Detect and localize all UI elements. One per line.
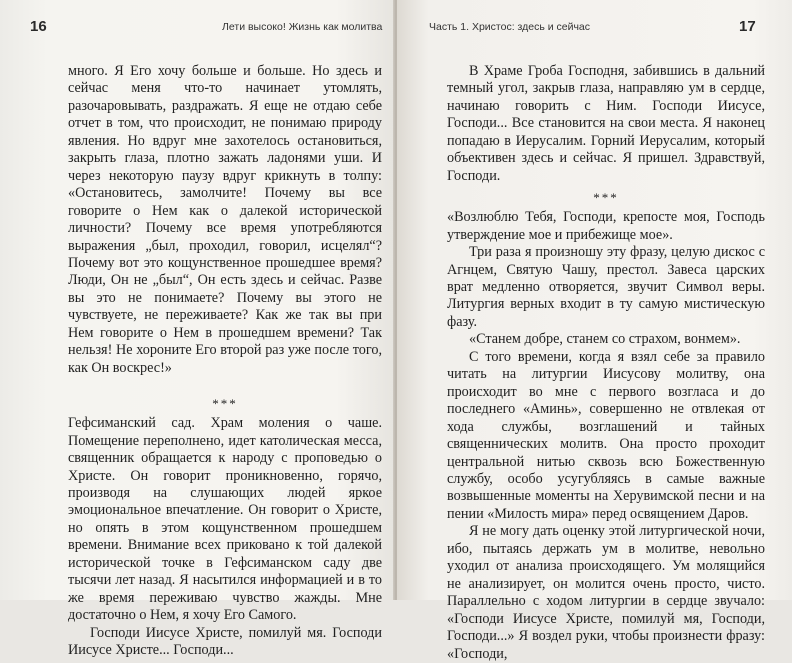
page-number: 16	[30, 18, 47, 35]
left-page	[0, 0, 395, 659]
section-separator: ***	[593, 190, 619, 206]
page-number: 17	[739, 18, 756, 35]
running-head: Часть 1. Христос: здесь и сейчас	[429, 21, 591, 33]
paragraph: Я не могу дать оценку этой литургической ночи, ибо, пытаясь держать ум в молитве, невольно уходил от анализа происходящего. Ум молящийся не анализирует, он молится очень просто, чисто. Параллельно с ходом литургии в сердце звучало: «Господи Иисусе Христе, помилуй мя, Господи, Господи...» Я воздел руки, чтобы произнести фразу: «Господи,	[447, 523, 765, 662]
page-body	[447, 63, 765, 663]
paragraph: В Храме Гроба Господня, забившись в дальний темный угол, закрыв глаза, направляю ум в сердце, начинаю говорить с Ним. Господи Иисусе, Господи... Все становится на свои места. Я наконец попадаю в Иерусалим. Горний Иерусалим, который объективен здесь и сейчас. Я пришел. Здравствуй, Господи.	[447, 63, 765, 184]
paragraph: «Станем добре, станем со страхом, вонмем».	[469, 331, 741, 348]
paragraph: Гефсиманский сад. Храм моления о чаше. Помещение переполнено, идет католическая месса, священник обращается к народу с проповедью о Христе. Он говорит проникновенно, горячо, производя на слушающих людей яркое эмоциональное впечатление. Он говорит о Христе, но опять в этом кощунственном прошедшем времени. Внимание всех приковано к той далекой исторической точке в Гефсиманском саду две тысячи лет назад. Я насытился информацией и в то же время переживаю чувство жажды. Мне достаточно о Нем, я хочу Его Самого.	[68, 415, 382, 624]
paragraph: С того времени, когда я взял себе за правило читать на литургии Иисусову молитву, она происходит во мне с первого возгласа и до последнего «Аминь», совершенно не отвлекая от хода службы, возглашений и тайных священнических молитв. Она просто проходит центральной нитью сквозь всю Божественную службу, особо усугубляясь в самые важные возвышенные моменты на Херувимской песни и на пении «Милость мира» перед освящением Даров.	[447, 348, 765, 522]
paragraph: «Возлюблю Тебя, Господи, крепосте моя, Господь утверждение мое и прибежище мое».	[447, 209, 765, 243]
paragraph: Господи Иисусе Христе, помилуй мя. Господи Иисусе Христе... Господи...	[68, 624, 382, 659]
paragraph: Три раза я произношу эту фразу, целую дискос с Агнцем, Святую Чашу, престол. Завеса царских врат медленно отворяется, звучит Символ веры. Литургия верных входит в ту самую мистическую фазу.	[447, 244, 765, 330]
right-page	[397, 0, 792, 662]
page-body	[68, 63, 382, 660]
running-head: Лети высоко! Жизнь как молитва	[222, 21, 383, 33]
section-separator: ***	[212, 396, 238, 412]
paragraph: много. Я Его хочу больше и больше. Но здесь и сейчас меня что-то начинает утомлять, разочаровывать, раздражать. Я еще не отдаю себе отчет в том, что происходит, не понимаю природу явления. Но вдруг мне захотелось остановиться, закрыть глаза, плотно зажать ладонями уши. И через некоторую паузу вдруг крикнуть в толпу: «Остановитесь, замолчите! Почему вы все говорите о Нем как о далекой исторической личности? Почему все время употребляются выражения „был, проходил, говорил, исцелял“? Почему вот это кощунственное прошедшее время? Люди, Он не „был“, Он есть здесь и сейчас. Разве вы это не понимаете? Почему вы этого не чувствуете, не переживаете? Как же так вы при Нем говорите о Нем в прошедшем времени? Так нельзя! Не хороните Его второй раз уже после того, как Он воскрес!»	[68, 63, 382, 376]
